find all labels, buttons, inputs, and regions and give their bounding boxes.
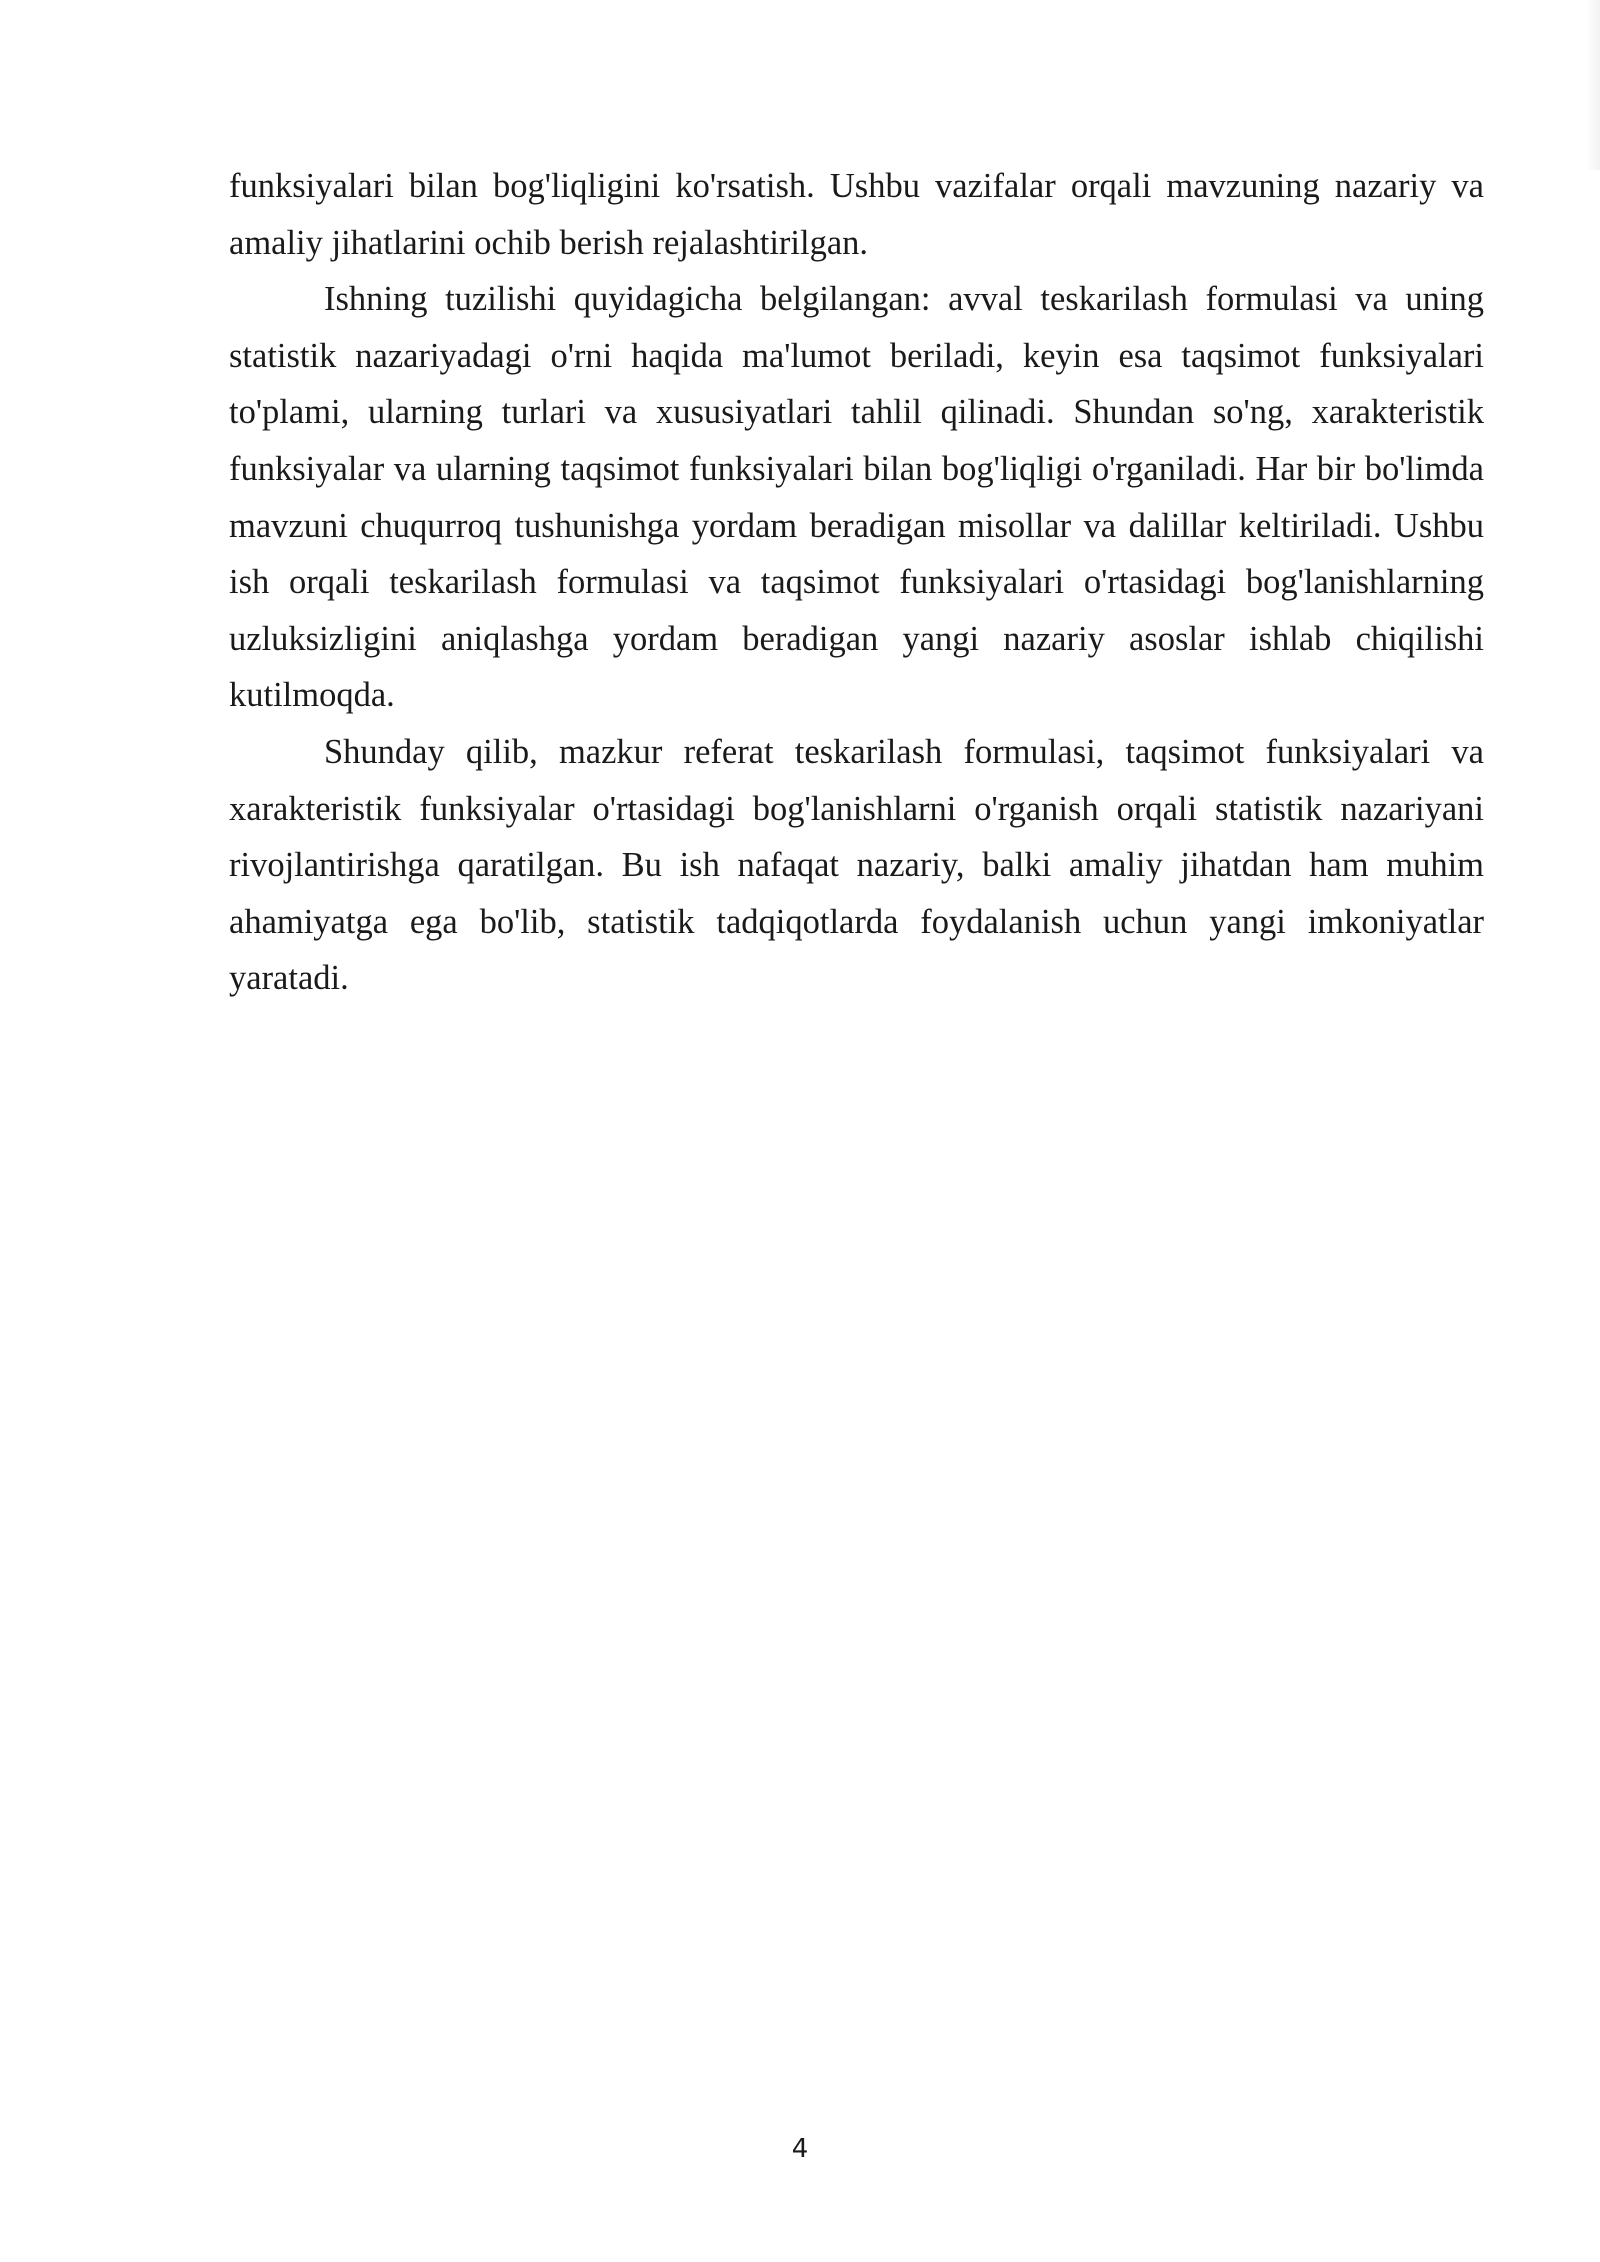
paragraph-continuation: funksiyalari bilan bog'liqligini ko'rsatish. Ushbu vazifalar orqali mavzuning nazariy va amaliy jihatlarini ochib berish rejalashtirilgan. — [229, 167, 1484, 262]
page-number: 4 — [791, 2134, 809, 2164]
paragraph-structure: Ishning tuzilishi quyidagicha belgilangan: avval teskarilash formulasi va uning statistik nazariyadagi o'rni haqida ma'lumot beriladi, keyin esa taqsimot funksiyalari to'plami, ularning turlari va xususiyatlari tahlil qilinadi. Shundan so'ng, xarakteristik funksiyalar va ularning taqsimot funksiyalari bilan bog'liqligi o'rganiladi. Har bir bo'limda mavzuni chuqurroq tushunishga yordam beradigan misollar va dalillar keltiriladi. Ushbu ish orqali teskarilash formulasi va taqsimot funksiyalari o'rtasidagi bog'lanishlarning uzluksizligini aniqlashga yordam beradigan yangi nazariy asoslar ishlab chiqilishi kutilmoqda. — [229, 280, 1484, 715]
paragraph-conclusion: Shunday qilib, mazkur referat teskarilash formulasi, taqsimot funksiyalari va xarakteristik funksiyalar o'rtasidagi bog'lanishlarni o'rganish orqali statistik nazariyani rivojlantirishga qaratilgan. Bu ish nafaqat nazariy, balki amaliy jihatdan ham muhim ahamiyatga ega bo'lib, statistik tadqiqotlarda foydalanish uchun yangi imkoniyatlar yaratadi. — [229, 732, 1484, 998]
page-edge-shadow — [1586, 0, 1600, 170]
body-text — [229, 158, 1484, 1007]
